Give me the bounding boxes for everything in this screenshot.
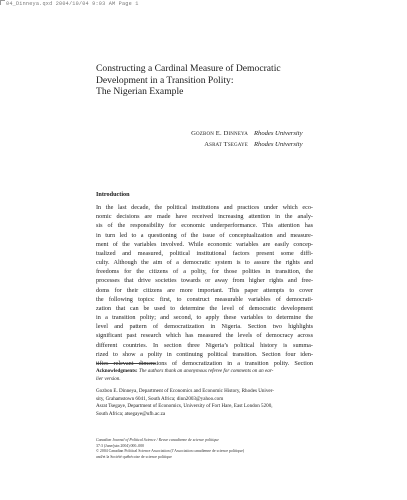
acknowledgments-text: The authors thank an anonymous referee for comments on an ear- (137, 368, 274, 374)
author-name: Gozbon E. Dinneya (191, 130, 248, 137)
body-line: tualized and measured, political institutional factors present some diffi- (96, 249, 313, 257)
author-address-line: Asrat Tsegaye, Department of Economics, University of Fort Hare, East London 5200, (96, 403, 273, 410)
body-line: In the last decade, the political institutions and practices under which eco- (96, 204, 313, 211)
title-line: The Nigerian Example (96, 86, 184, 98)
author-address-line: sity, Grahamstown 6041, South Africa; dinn2003@yahoo.com (96, 395, 224, 402)
author-row (176, 128, 316, 139)
body-line: tifies relevant dimensions of democratization in a transition polity. Section (96, 359, 313, 367)
body-line: in turn led to a questioning of the issue of conceptualization and measure- (96, 231, 313, 239)
acknowledgments-text: lier version. (96, 375, 121, 382)
acknowledgments-label: Acknowledgments: (96, 368, 138, 374)
body-line: processes that drive societies towards or away from higher rights and free- (96, 277, 313, 285)
body-line: significant past research which has measured the levels of democracy across (96, 332, 313, 340)
crop-mark (0, 0, 1, 5)
body-line: level and pattern of democratization in Nigeria. Section two highlights (96, 323, 313, 331)
author-address-line: Gozbon E. Dinneya, Department of Economics and Economic History, Rhodes Univer- (96, 388, 274, 395)
body-line: culty. Although the aim of a democratic system is to assure the rights and (96, 259, 313, 267)
author-row (176, 139, 316, 150)
crop-mark (0, 0, 5, 1)
author-address-line: South Africa; atsegaye@ufh.ac.za (96, 410, 166, 417)
journal-line: 37:3 (June/juin 2004) 000–000 (96, 443, 145, 448)
body-line: sis of the responsibility for economic underperformance. This attention has (96, 222, 313, 230)
print-header: 04_Dinneya.qxd 2004/10/04 9:03 AM Page 1 (6, 1, 139, 7)
body-line: the following topics: first, to construct measurable variables of democrati- (96, 295, 313, 303)
footnote-divider (96, 363, 156, 364)
author-block (176, 128, 316, 150)
article-title (96, 63, 336, 98)
title-line: Constructing a Cardinal Measure of Democratic (96, 63, 281, 74)
body-line: ment of the variables involved. While economic variables are easily concep- (96, 240, 313, 248)
body-line: rized to show a polity in continuing political transition. Section four iden- (96, 350, 313, 358)
section-heading: Introduction (96, 191, 130, 198)
body-line: in a transition polity; and second, to apply these variables to determine the (96, 314, 313, 322)
body-line: freedoms for the citizens of a polity, for those polities in transition, the (96, 268, 313, 276)
author-affiliation: Rhodes University (254, 130, 303, 137)
body-line: zation that can be used to determine the level of democratic development (96, 304, 313, 312)
body-text (96, 203, 313, 368)
body-line: nomic decisions are made have received increasing attention in the analy- (96, 213, 313, 221)
body-line: different countries. In section three Nigeria’s political history is summa- (96, 341, 313, 349)
footnotes (96, 368, 313, 419)
acknowledgments-line (96, 368, 313, 376)
title-line: Development in a Transition Polity: (96, 74, 234, 86)
author-name: Asrat Tsegaye (204, 141, 248, 148)
body-line: doms for their citizens are more important. This paper attempts to cover (96, 286, 313, 294)
journal-line: Canadian Journal of Political Science / Revue canadienne de science politique (96, 438, 219, 442)
journal-citation (96, 438, 313, 460)
author-affiliation: Rhodes University (254, 141, 303, 148)
journal-line: © 2004 Canadian Political Science Association (l’Association canadienne de science politique) (96, 449, 245, 454)
journal-line: and/et la Société québécoise de science politique (96, 454, 172, 459)
